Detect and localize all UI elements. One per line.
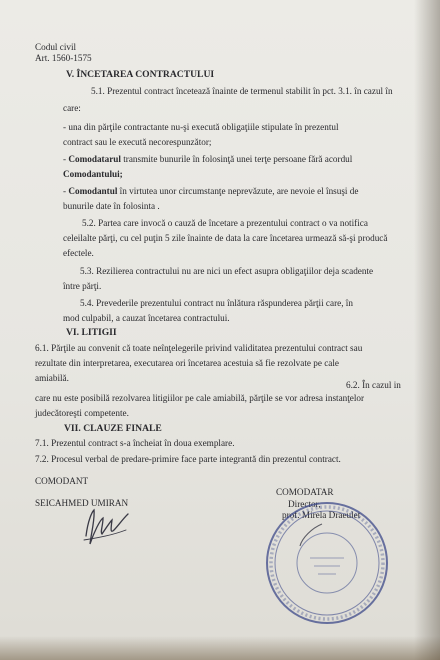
clause-5-3-line1: 5.3. Rezilierea contractului nu are nici un efect asupra obligaţiilor deja scadente [80, 266, 374, 276]
clause-5-4-line2: mod culpabil, a cauzat încetarea contractului. [63, 313, 230, 323]
bullet-2-dash: - [63, 154, 69, 164]
comodantul-term: Comodantul [68, 186, 118, 196]
clause-6-1-line2: rezultate din interpretarea, executarea ori încetarea acestuia să fie rezolvate pe cale [35, 358, 340, 368]
bullet-3-dash: - [63, 186, 69, 196]
clause-5-2-line2: celeilalte părţi, cu cel puţin 5 zile înainte de data la care încetarea urmează să-şi producă [63, 233, 388, 243]
comodatar-label: COMODATAR [276, 487, 334, 497]
director-label: Director, [288, 499, 321, 509]
page-shadow-bottom [0, 636, 440, 660]
clause-6-2-start: 6.2. În cazul in [346, 380, 401, 390]
clause-5-2-line3: efectele. [63, 248, 94, 258]
clause-6-1-line3: amiabilă. [35, 373, 69, 383]
comodatarul-term: Comodatarul [68, 154, 121, 164]
comodant-name: SEICAHMED UMIRAN [35, 498, 129, 508]
clause-5-4-line1: 5.4. Prevederile prezentului contract nu înlătura răspunderea părţii care, în [80, 298, 353, 308]
clause-7-2: 7.2. Procesul verbal de predare-primire face parte integrantă din prezentul contract. [35, 454, 341, 464]
section-5-title: V. ÎNCETAREA CONTRACTULUI [66, 69, 215, 80]
clause-7-1: 7.1. Prezentul contract s-a încheiat în doua exemplare. [35, 438, 235, 448]
section-6-title: VI. LITIGII [66, 327, 117, 338]
clause-6-2-line2: care nu este posibilă rezolvarea litigiilor pe cale amiabilă, părţile se vor adresa instanţelor [35, 393, 365, 403]
clause-6-1-line1: 6.1. Părţile au convenit că toate neînţelegerile privind validitatea prezentului contract sau [35, 343, 363, 353]
bullet-3-line1 [63, 186, 358, 197]
clause-5-1-line1: 5.1. Prezentul contract încetează înainte de termenul stabilit în pct. 3.1. în cazul în [91, 86, 393, 96]
director-name: prof. Mirela Draeulet [282, 510, 361, 520]
clause-5-1-line2: care: [63, 103, 81, 113]
bullet-2-line1 [63, 154, 352, 165]
civil-code-label: Codul civil [35, 42, 77, 52]
clause-5-2-line1: 5.2. Partea care invocă o cauză de încetare a prezentului contract o va notifica [82, 218, 368, 228]
clause-6-2-line3: judecătoreşti competente. [35, 408, 129, 418]
comodant-label: COMODANT [35, 476, 89, 486]
bullet-1-line2: contract sau le execută necorespunzător; [63, 137, 212, 147]
bullet-2-rest: transmite bunurile în folosinţă unei terţe persoane fără acordul [120, 154, 353, 164]
articles-label: Art. 1560-1575 [35, 53, 92, 63]
comodant-signature [76, 500, 136, 550]
bullet-3-line2: bunurile date în folosinta . [63, 201, 160, 211]
bullet-1-line1: - una din părţile contractante nu-şi execută obligaţiile stipulate în prezentul [63, 122, 339, 132]
bullet-3-rest: în virtutea unor circumstanţe neprevăzute, are nevoie el însuşi de [117, 186, 359, 196]
section-7-title: VII. CLAUZE FINALE [64, 423, 162, 434]
page-shadow-right [414, 0, 440, 660]
official-stamp [262, 498, 392, 628]
bullet-2-line2: Comodantului; [63, 169, 123, 179]
clause-5-3-line2: între părţi. [63, 281, 102, 291]
